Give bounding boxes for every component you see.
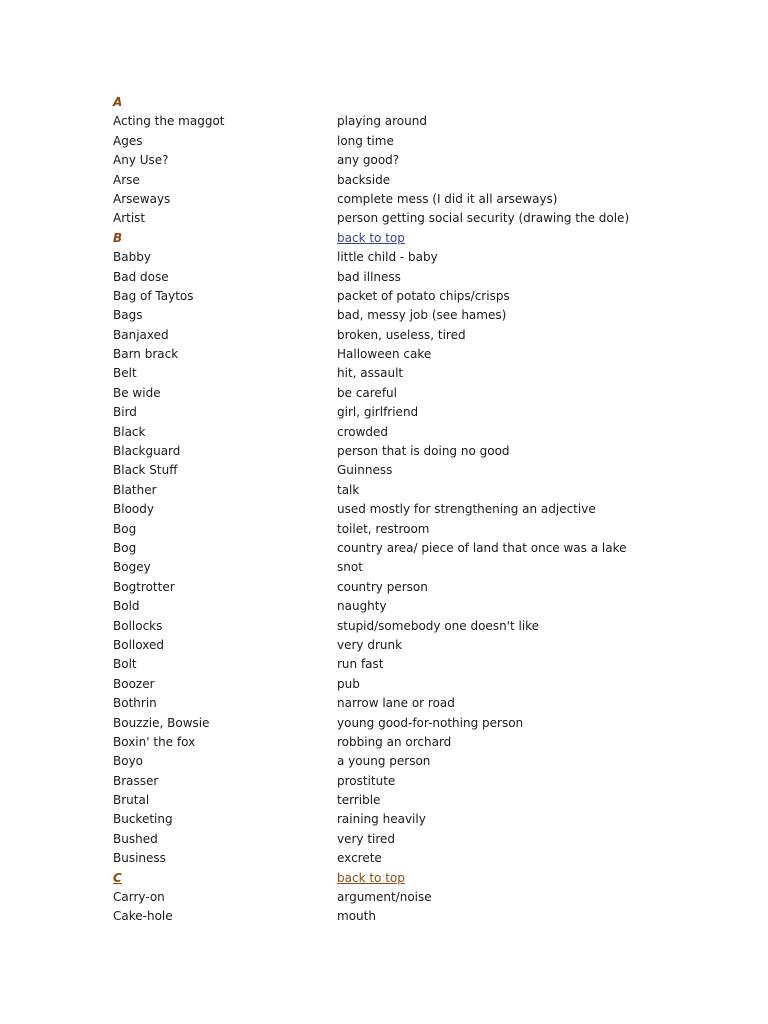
- glossary-row: [113, 752, 673, 771]
- term-definition: Halloween cake: [337, 347, 432, 362]
- glossary-row: [113, 287, 673, 306]
- term-definition: packet of potato chips/crisps: [337, 288, 510, 303]
- glossary-row: [113, 268, 673, 287]
- term-definition: very tired: [337, 831, 396, 846]
- glossary-row: [113, 772, 673, 791]
- term-definition: toilet, restroom: [337, 521, 430, 536]
- slang-term: Bogey: [113, 560, 151, 575]
- glossary-row: [113, 694, 673, 713]
- slang-term: Bad dose: [113, 269, 169, 284]
- slang-term: Ages: [113, 133, 143, 148]
- glossary-row: [113, 520, 673, 539]
- term-definition: girl, girlfriend: [337, 405, 419, 420]
- term-definition: used mostly for strengthening an adjective: [337, 502, 596, 517]
- slang-term: Be wide: [113, 385, 161, 400]
- glossary-row: [113, 675, 673, 694]
- term-definition: be careful: [337, 385, 397, 400]
- term-definition: backside: [337, 172, 391, 187]
- slang-term: Bollocks: [113, 618, 163, 633]
- slang-term: Bouzzie, Bowsie: [113, 715, 210, 730]
- slang-term: Artist: [113, 211, 146, 226]
- glossary-row: [113, 248, 673, 267]
- term-definition: broken, useless, tired: [337, 327, 466, 342]
- slang-term: Brasser: [113, 773, 159, 788]
- glossary-row: [113, 888, 673, 907]
- term-definition: hit, assault: [337, 366, 404, 381]
- term-definition: Guinness: [337, 463, 393, 478]
- glossary-row: [113, 171, 673, 190]
- glossary-row: [113, 830, 673, 849]
- glossary-row: [113, 132, 673, 151]
- slang-term: Carry-on: [113, 890, 165, 905]
- term-definition: complete mess (I did it all arseways): [337, 191, 558, 206]
- term-definition: very drunk: [337, 637, 403, 652]
- term-definition: raining heavily: [337, 812, 426, 827]
- glossary-row: [113, 636, 673, 655]
- glossary-row: [113, 849, 673, 868]
- term-definition: country person: [337, 579, 428, 594]
- slang-term: Bird: [113, 405, 137, 420]
- slang-term: Bog: [113, 540, 137, 555]
- glossary-row: [113, 112, 673, 131]
- slang-term: Bog: [113, 521, 137, 536]
- glossary-row: [113, 364, 673, 383]
- glossary-row: [113, 907, 673, 926]
- glossary-row: [113, 791, 673, 810]
- glossary-row: [113, 461, 673, 480]
- glossary-row: [113, 384, 673, 403]
- glossary-row: [113, 209, 673, 228]
- term-definition: run fast: [337, 657, 384, 672]
- term-definition: person that is doing no good: [337, 444, 510, 459]
- glossary-row: [113, 578, 673, 597]
- slang-term: Black: [113, 424, 146, 439]
- glossary-row: [113, 481, 673, 500]
- term-definition: any good?: [337, 153, 400, 168]
- term-definition: terrible: [337, 793, 381, 808]
- term-definition: naughty: [337, 599, 387, 614]
- term-definition: robbing an orchard: [337, 734, 452, 749]
- term-definition: little child - baby: [337, 250, 438, 265]
- slang-term: Boxin' the fox: [113, 734, 196, 749]
- glossary-row: [113, 423, 673, 442]
- slang-term: Barn brack: [113, 347, 179, 362]
- slang-term: Babby: [113, 250, 151, 265]
- term-definition: country area/ piece of land that once was a lake: [337, 540, 627, 555]
- term-definition: playing around: [337, 114, 427, 129]
- slang-term: Bothrin: [113, 696, 157, 711]
- term-definition: mouth: [337, 909, 376, 924]
- glossary-row: [113, 151, 673, 170]
- slang-term: Business: [113, 851, 166, 866]
- term-definition: a young person: [337, 754, 431, 769]
- section-letter: A: [113, 95, 123, 109]
- glossary-row: [113, 190, 673, 209]
- glossary-row: [113, 733, 673, 752]
- section-header-c: [113, 869, 673, 888]
- glossary-row: [113, 558, 673, 577]
- section-header-a: [113, 93, 673, 112]
- slang-term: Bogtrotter: [113, 579, 175, 594]
- term-definition: pub: [337, 676, 360, 691]
- term-definition: stupid/somebody one doesn't like: [337, 618, 540, 633]
- term-definition: person getting social security (drawing the dole): [337, 211, 630, 226]
- glossary-row: [113, 442, 673, 461]
- slang-term: Blackguard: [113, 444, 181, 459]
- slang-term: Bold: [113, 599, 140, 614]
- slang-term: Belt: [113, 366, 137, 381]
- glossary-row: [113, 539, 673, 558]
- term-definition: bad illness: [337, 269, 401, 284]
- slang-term: Bolloxed: [113, 637, 164, 652]
- slang-term: Black Stuff: [113, 463, 178, 478]
- term-definition: prostitute: [337, 773, 396, 788]
- term-definition: bad, messy job (see hames): [337, 308, 507, 323]
- slang-term: Boozer: [113, 676, 155, 691]
- back-to-top-link[interactable]: back to top: [337, 230, 405, 245]
- glossary-row: [113, 597, 673, 616]
- term-definition: long time: [337, 133, 394, 148]
- slang-term: Bushed: [113, 831, 158, 846]
- term-definition: snot: [337, 560, 363, 575]
- section-letter[interactable]: C: [113, 870, 122, 885]
- slang-term: Banjaxed: [113, 327, 169, 342]
- section-spacer: [337, 93, 673, 112]
- back-to-top-link[interactable]: back to top: [337, 870, 405, 885]
- term-definition: crowded: [337, 424, 389, 439]
- slang-term: Arse: [113, 172, 140, 187]
- glossary-row: [113, 714, 673, 733]
- slang-term: Bolt: [113, 657, 137, 672]
- term-definition: argument/noise: [337, 890, 432, 905]
- slang-term: Any Use?: [113, 153, 169, 168]
- glossary-row: [113, 306, 673, 325]
- glossary-row: [113, 617, 673, 636]
- glossary-row: [113, 345, 673, 364]
- slang-term: Arseways: [113, 191, 171, 206]
- glossary-row: [113, 326, 673, 345]
- term-definition: narrow lane or road: [337, 696, 455, 711]
- slang-term: Blather: [113, 482, 157, 497]
- slang-term: Acting the maggot: [113, 114, 225, 129]
- glossary-row: [113, 655, 673, 674]
- slang-term: Bag of Taytos: [113, 288, 194, 303]
- slang-term: Bloody: [113, 502, 154, 517]
- term-definition: excrete: [337, 851, 382, 866]
- term-definition: talk: [337, 482, 360, 497]
- slang-term: Cake-hole: [113, 909, 173, 924]
- slang-term: Bucketing: [113, 812, 173, 827]
- glossary-row: [113, 500, 673, 519]
- slang-term: Bags: [113, 308, 143, 323]
- glossary-table: [113, 93, 673, 927]
- term-definition: young good-for-nothing person: [337, 715, 524, 730]
- section-letter: B: [113, 230, 123, 245]
- slang-term: Boyo: [113, 754, 144, 769]
- slang-term: Brutal: [113, 793, 150, 808]
- section-header-b: [113, 229, 673, 248]
- glossary-row: [113, 403, 673, 422]
- glossary-row: [113, 810, 673, 829]
